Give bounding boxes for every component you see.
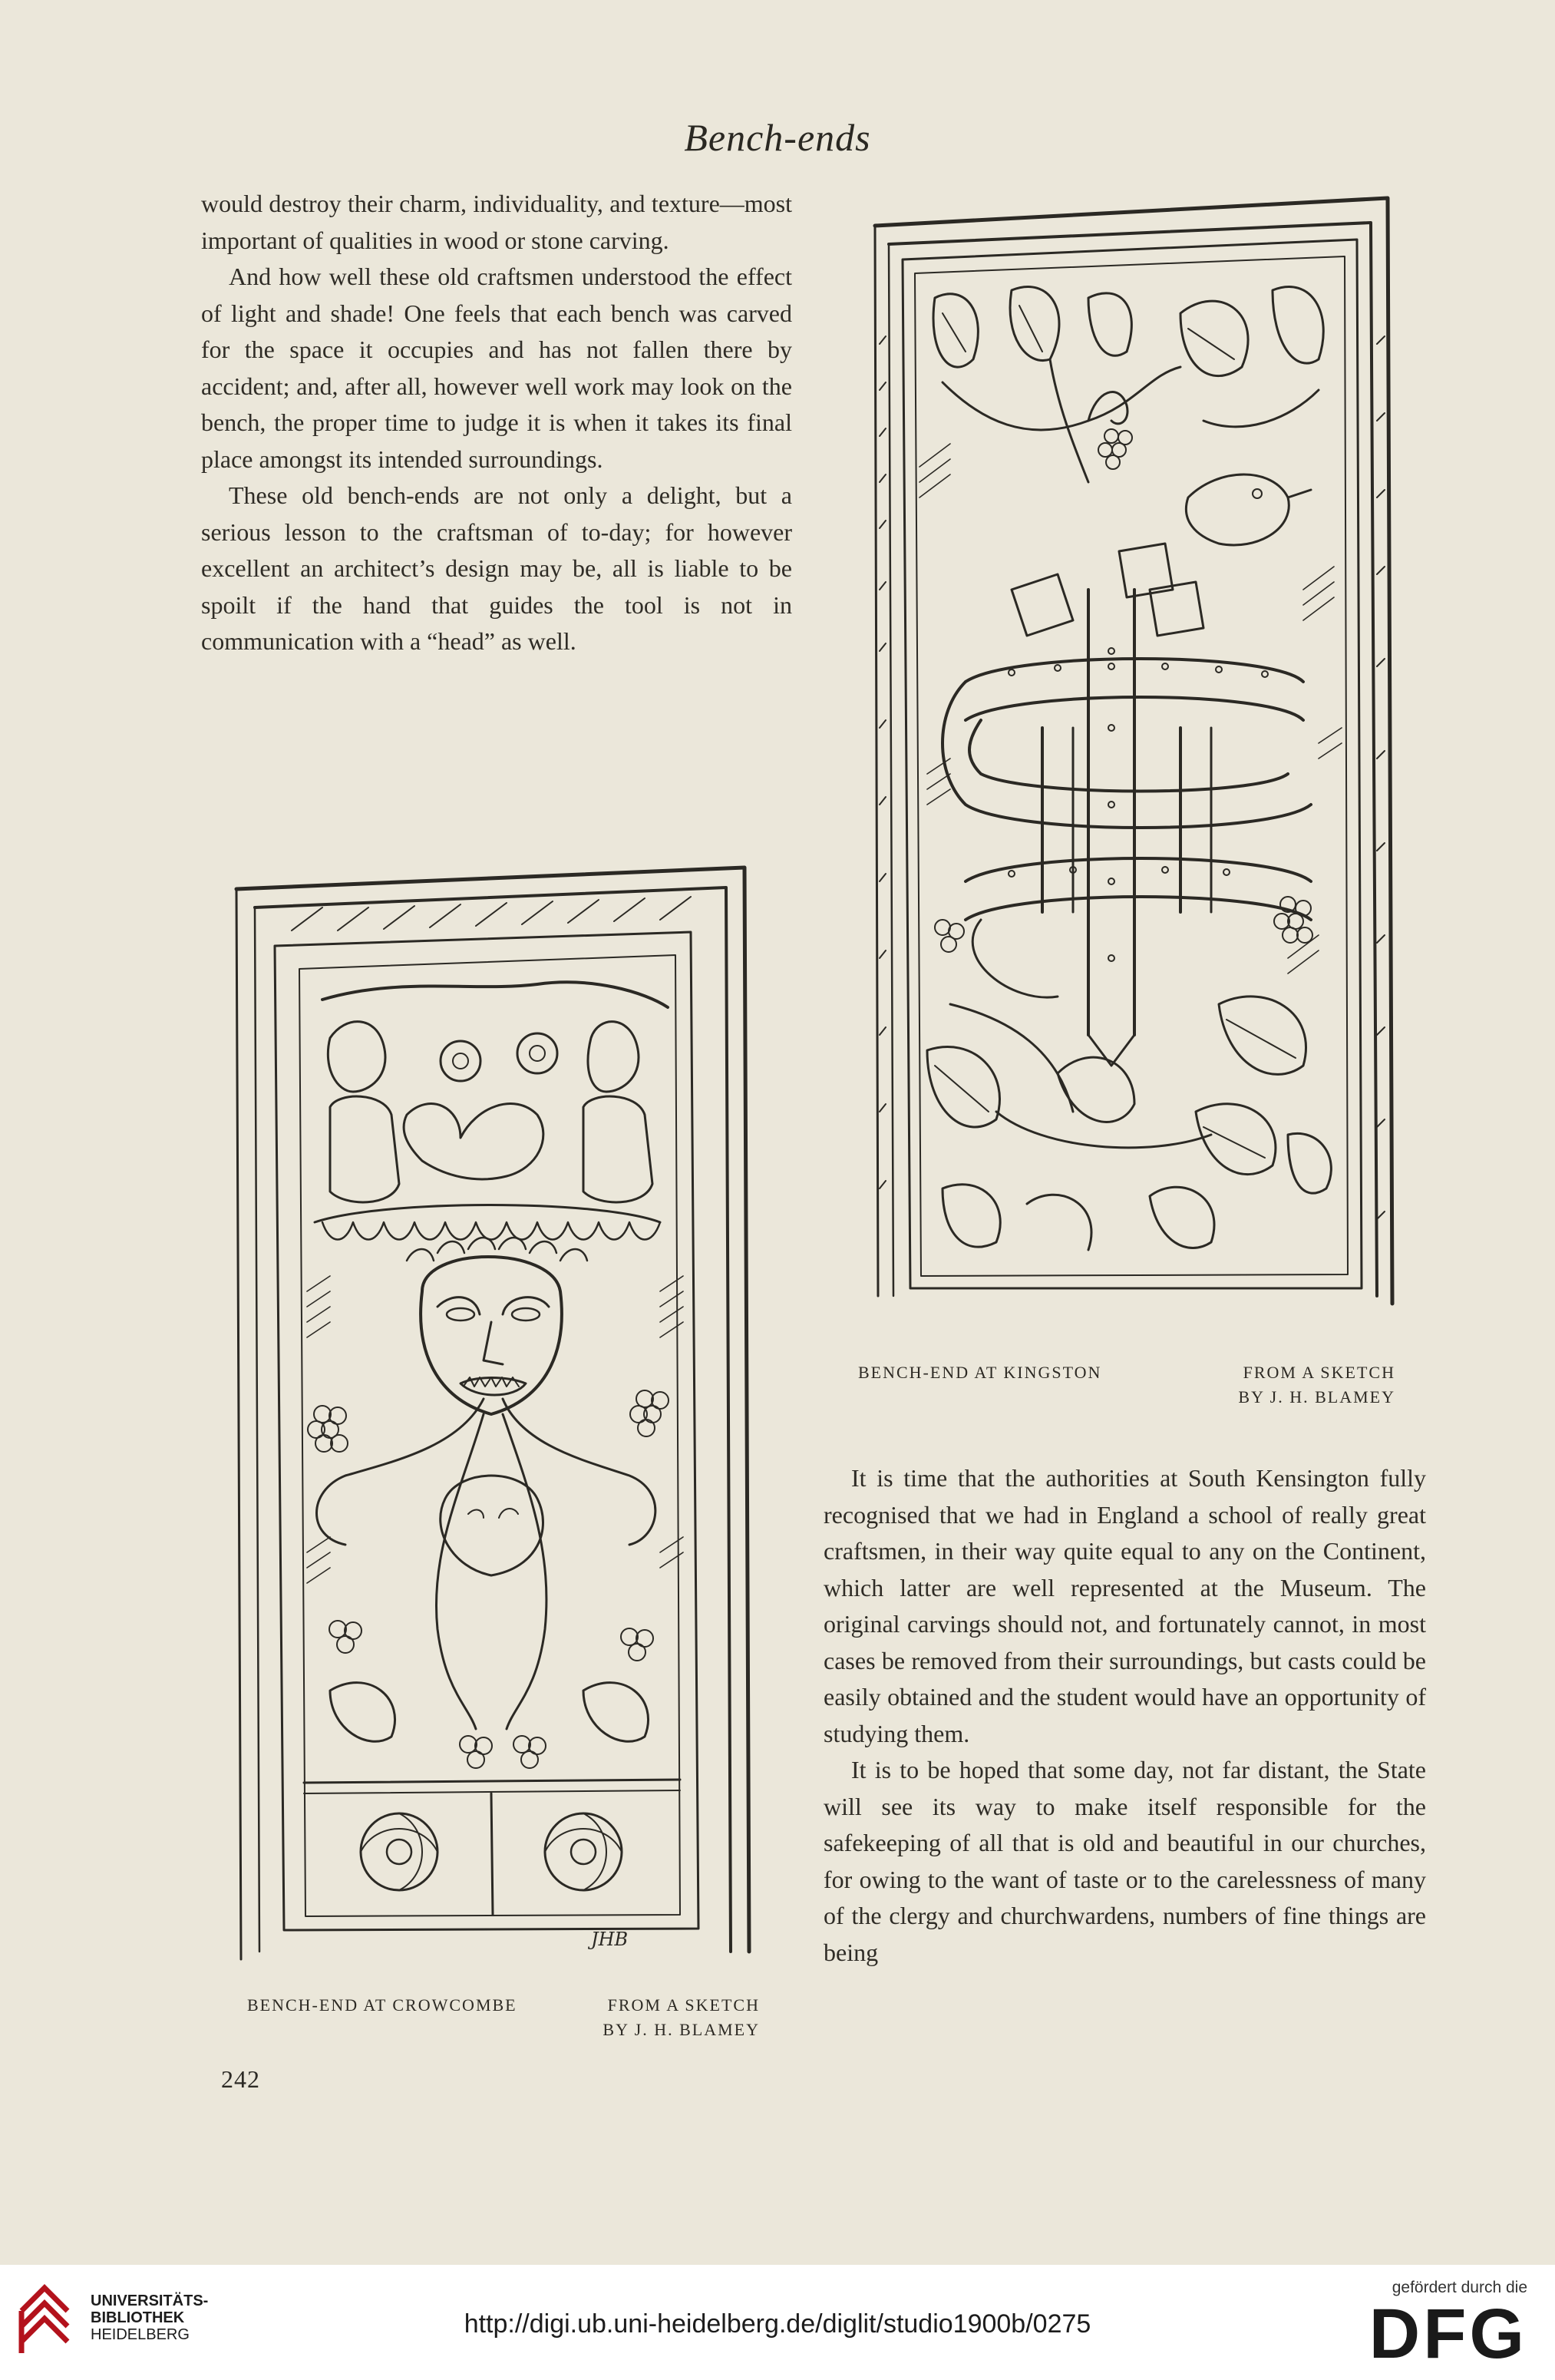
funder-note: gefördert durch die xyxy=(1392,2279,1527,2296)
caption-title: BENCH-END AT CROWCOMBE xyxy=(247,1995,517,2015)
viewer-footer xyxy=(0,2265,1555,2380)
caption-kingston xyxy=(858,1360,1395,1411)
paragraph: And how well these old craftsmen understood the effect of light and shade! One feels that each bench was carved for the space it occupies and has not fallen there by accident; and, after all, however well work may look on the bench, the proper time to judge it is when it takes its final place amongst its intended surroundings. xyxy=(201,263,792,473)
figure-kingston-bench-end xyxy=(858,190,1395,1327)
right-text-column xyxy=(824,1460,1426,1971)
credit-line: BY J. H. BLAMEY xyxy=(603,2020,760,2039)
paragraph: would destroy their charm, individuality, and texture—most important of qualities in wood or stone carving. xyxy=(201,190,792,254)
dfg-logo: DFG xyxy=(1368,2295,1527,2373)
funder-block xyxy=(1369,2279,1527,2371)
library-name-line: UNIVERSITÄTS- xyxy=(91,2292,209,2309)
caption-credit xyxy=(1238,1360,1395,1410)
left-text-column xyxy=(201,186,792,660)
credit-line: FROM A SKETCH xyxy=(607,1995,760,2015)
paragraph: It is time that the authorities at South Kensington fully recognised that we had in England a school of really great craftsmen, in their way quite equal to any on the Continent, which latter are well represented at the Museum. The original carvings should not, and fortunately cannot, in most cases be removed from their surroundings, but casts could be easily obtained and the student would have an opportunity of studying them. xyxy=(824,1464,1426,1747)
permalink-url[interactable]: http://digi.ub.uni-heidelberg.de/diglit/studio1900b/0275 xyxy=(464,2309,1091,2339)
library-name-line: HEIDELBERG xyxy=(91,2326,190,2343)
caption-title: BENCH-END AT KINGSTON xyxy=(858,1363,1102,1382)
artist-monogram: JHB xyxy=(591,1929,629,1950)
credit-line: BY J. H. BLAMEY xyxy=(1238,1387,1395,1407)
credit-line: FROM A SKETCH xyxy=(1243,1363,1395,1382)
running-head: Bench-ends xyxy=(684,116,871,159)
kingston-sketch xyxy=(858,190,1395,1327)
library-name-line: BIBLIOTHEK xyxy=(91,2309,185,2326)
page-number: 242 xyxy=(221,2065,260,2093)
figure-crowcombe-bench-end xyxy=(230,861,752,1967)
crowcombe-sketch xyxy=(230,861,752,1967)
caption-credit xyxy=(603,1993,760,2042)
paragraph: It is to be hoped that some day, not far distant, the State will see its way to make itself responsible for the safekeeping of all that is old and beautiful in our churches, for owing to the want of taste or to the carelessness of many of the clergy and churchwardens, numbers of fine things are being xyxy=(824,1756,1426,1966)
caption-crowcombe xyxy=(247,1993,760,2044)
paragraph: These old bench-ends are not only a delight, but a serious lesson to the craftsman of to-day; for however excellent an architect’s design may be, all is liable to be spoilt if the hand that guides the tool is not in communication with a “head” as well. xyxy=(201,481,792,655)
